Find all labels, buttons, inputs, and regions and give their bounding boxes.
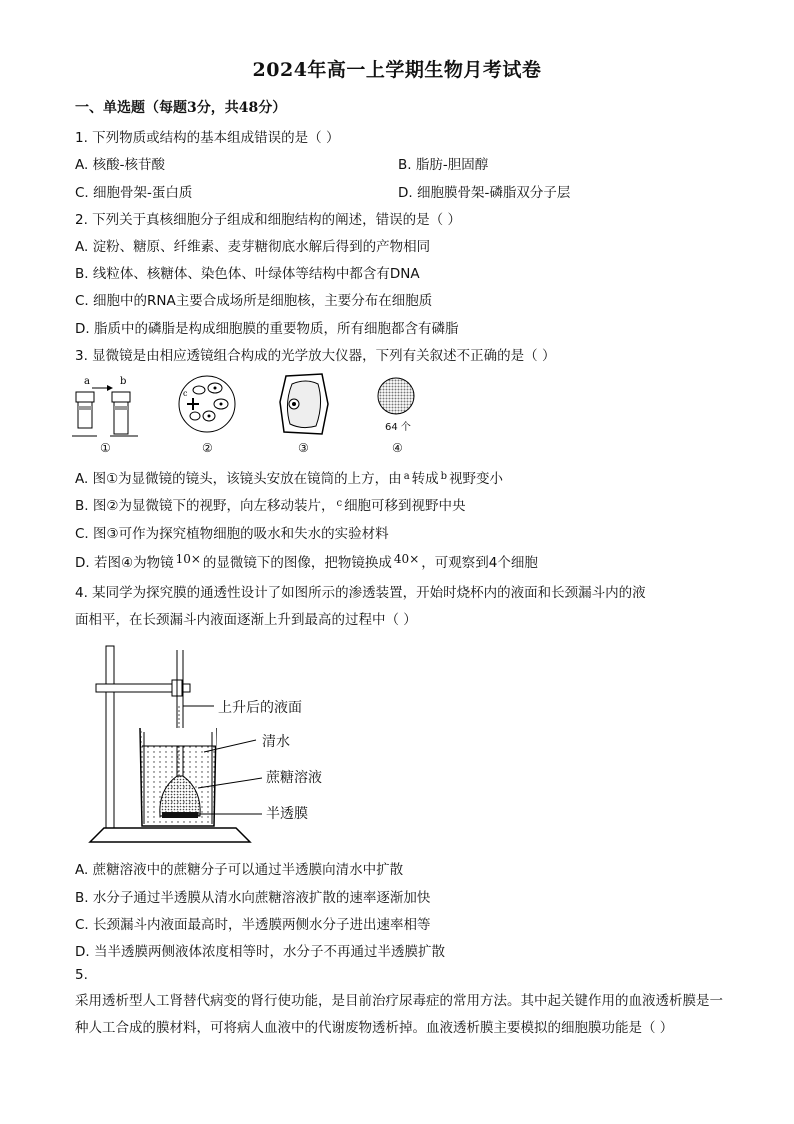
- q3-figure-1-lenses: [72, 374, 148, 440]
- q1-option-c: C. 细胞骨架-蛋白质: [75, 185, 193, 201]
- page-title: 2024年高一上学期生物月考试卷: [252, 59, 542, 81]
- q3-figure-3-plant-cell: [276, 370, 332, 438]
- q3-a-text-2: 转成: [411, 471, 439, 487]
- q3-d-text-2: 的显微镜下的图像，把物镜换成: [202, 555, 392, 571]
- fig-label-water: 清水: [262, 734, 290, 750]
- q3-a-text-3: 视野变小: [449, 471, 504, 487]
- q3-b-text-2: 细胞可移到视野中央: [344, 498, 466, 514]
- fig-label-rise: 上升后的液面: [218, 700, 302, 716]
- fig1-label-b: b: [120, 376, 127, 387]
- q4-stem-line2: 面相平，在长颈漏斗内液面逐渐上升到最高的过程中（ ）: [75, 612, 417, 628]
- q2-stem: 2. 下列关于真核细胞分子组成和细胞结构的阐述，错误的是（ ）: [75, 212, 461, 228]
- q4-option-b: B. 水分子通过半透膜从清水向蔗糖溶液扩散的速率逐渐加快: [75, 890, 431, 906]
- q3-option-a: [75, 467, 503, 487]
- q1-option-a: A. 核酸-核苷酸: [75, 157, 165, 173]
- q3-option-c: C. 图③可作为探究植物细胞的吸水和失水的实验材料: [75, 526, 389, 542]
- fig1-label-a: a: [84, 376, 90, 387]
- fig-label-1: ①: [100, 441, 111, 455]
- q2-option-d: D. 脂质中的磷脂是构成细胞膜的重要物质，所有细胞都含有磷脂: [75, 321, 459, 337]
- q5-number: 5.: [75, 967, 88, 983]
- q4-option-a: A. 蔗糖溶液中的蔗糖分子可以通过半透膜向清水中扩散: [75, 862, 404, 878]
- q3-a-symbol-b: b: [440, 471, 448, 482]
- q3-option-b: [75, 494, 466, 514]
- q3-figure-4-cell-field: [376, 376, 416, 416]
- q3-b-text-1: B. 图②为显微镜下的视野，向左移动装片，: [75, 498, 335, 514]
- q5-stem: 采用透析型人工肾替代病变的肾行使功能，是目前治疗尿毒症的常用方法。其中起关键作用的血液透析膜是一种人工合成的膜材料，可将病人血液中的代谢废物透析掉。血液透析膜主要模拟的细胞膜功能是（ ）: [75, 993, 723, 1036]
- q3-stem: 3. 显微镜是由相应透镜组合构成的光学放大仪器，下列有关叙述不正确的是（ ）: [75, 348, 556, 364]
- q4-option-c: C. 长颈漏斗内液面最高时，半透膜两侧水分子进出速率相等: [75, 917, 431, 933]
- fig-label-4: ④: [392, 441, 403, 455]
- q3-b-symbol-c: c: [336, 498, 343, 509]
- q2-option-a: A. 淀粉、糖原、纤维素、麦芽糖彻底水解后得到的产物相同: [75, 239, 431, 255]
- fig4-count-label: 64 个: [385, 422, 411, 433]
- svg-text:c: c: [183, 389, 188, 398]
- q3-d-mag-40: 40×: [393, 552, 420, 566]
- fig-label-sucrose: 蔗糖溶液: [266, 770, 322, 786]
- section-heading: 一、单选题（每题3分，共48分）: [75, 100, 287, 116]
- q3-option-d: [75, 551, 538, 571]
- q1-option-d: D. 细胞膜骨架-磷脂双分子层: [398, 185, 571, 201]
- fig-label-2: ②: [202, 441, 213, 455]
- q3-figure-2-field-of-view: [177, 374, 237, 434]
- fig-label-3: ③: [298, 441, 309, 455]
- q1-stem: 1. 下列物质或结构的基本组成错误的是（ ）: [75, 130, 340, 146]
- fig-label-membrane: 半透膜: [266, 806, 308, 822]
- q3-d-text-1: D. 若图④为物镜: [75, 555, 174, 571]
- q2-option-b: B. 线粒体、核糖体、染色体、叶绿体等结构中都含有DNA: [75, 266, 420, 282]
- q3-a-symbol-a: a: [403, 471, 410, 482]
- q1-option-b: B. 脂肪-胆固醇: [398, 157, 489, 173]
- q3-d-mag-10: 10×: [175, 552, 201, 566]
- q4-option-d: D. 当半透膜两侧液体浓度相等时，水分子不再通过半透膜扩散: [75, 944, 445, 960]
- q4-stem-line1: 4. 某同学为探究膜的通透性设计了如图所示的渗透装置，开始时烧杯内的液面和长颈漏斗内的液: [75, 585, 646, 601]
- q2-option-c: C. 细胞中的RNA主要合成场所是细胞核，主要分布在细胞质: [75, 293, 433, 309]
- q3-a-text-1: A. 图①为显微镜的镜头，该镜头安放在镜筒的上方，由: [75, 471, 402, 487]
- q3-d-text-3: ，可观察到4个细胞: [421, 555, 538, 571]
